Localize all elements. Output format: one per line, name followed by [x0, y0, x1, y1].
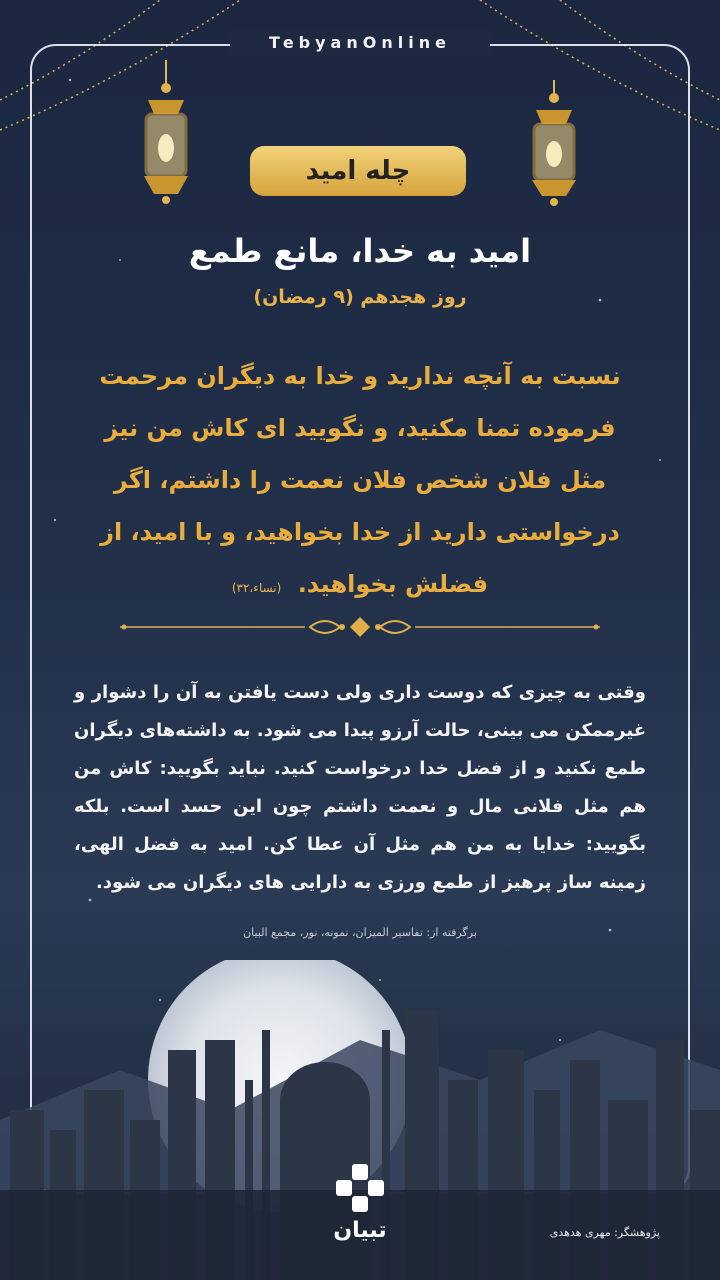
explanation-text: وقتی به چیزی که دوست داری ولی دست یافتن به آن را دشوار و غیرممکن می بینی، حالت آرزو پیدا می شود. به داشته‌های دیگران طمع نکنید و از فضل خدا درخواست کنید. نباید بگویید: کاش من هم مثل فلانی مال و نعمت داشتم چون این حسد است. بلکه بگویید: خدایا به من هم مثل آن عطا کن. امید به فضل الهی، زمینه ساز پرهیز از طمع ورزی به دارایی های دیگران می شود.	[74, 682, 646, 893]
tebyan-logo-icon	[332, 1162, 388, 1214]
verse-quote	[80, 350, 640, 614]
verse-reference: (نساء،۳۲)	[231, 581, 282, 595]
day-subtitle: روز هجدهم (۹ رمضان)	[253, 286, 467, 308]
category-badge: چله امید	[250, 146, 466, 196]
ornament-divider	[120, 615, 600, 639]
researcher-credit: پژوهشگر: مهری هدهدی	[549, 1226, 660, 1239]
lantern-left-icon	[128, 60, 204, 210]
source-credit: برگرفته از: تفاسیر المیزان، نمونه، نور، مجمع البیان	[243, 926, 477, 939]
brand-label: TebyanOnline	[230, 30, 490, 56]
lantern-right-icon	[516, 80, 592, 210]
verse-text: نسبت به آنچه ندارید و خدا به دیگران مرحمت فرموده تمنا مکنید، و نگویید ای کاش من نیز مثل فلان شخص فلان نعمت را داشتم، اگر درخواستی دارید از خدا بخواهید، و با امید، از فضلش بخواهید.	[99, 362, 621, 598]
logo-label: تبیان	[333, 1218, 387, 1243]
page-title: امید به خدا، مانع طمع	[188, 232, 532, 270]
